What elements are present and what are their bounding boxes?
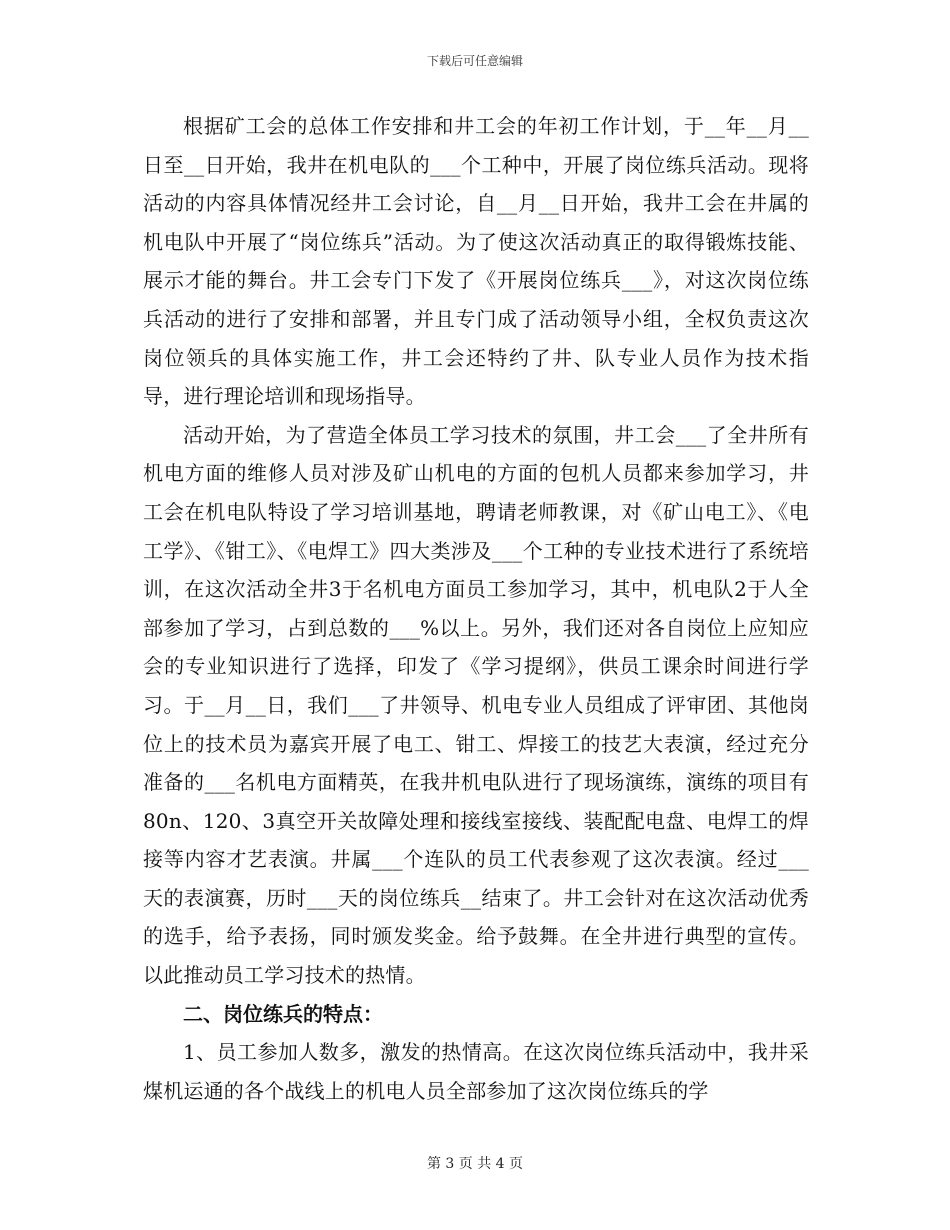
paragraph-section-point-1: 1、员工参加人数多，激发的热情高。在这次岗位练兵活动中，我井采煤机运通的各个战线上的机电人员全部参加了这次岗位练兵的学 (143, 1040, 809, 1103)
paragraph-activity-details: 活动开始，为了营造全体员工学习技术的氛围，井工会___了全井所有机电方面的维修人员对涉及矿山机电的方面的包机人员都来参加学习，井工会在机电队特设了学习培训基地，聘请老师教课，对《矿山电工》、《电工学》、《钳工》、《电焊工》四大类涉及___个工种的专业技术进行了系统培训，在这次活动全井3于名机电方面员工参加学习，其中，机电队2于人全部参加了学习，占到总数的___%以上。另外，我们还对各自岗位上应知应会的专业知识进行了选择，印发了《学习提纲》，供员工课余时间进行学习。于__月__日，我们___了井领导、机电专业人员组成了评审团、其他岗位上的技术员为嘉宾开展了电工、钳工、焊接工的技艺大表演，经过充分准备的___名机电方面精英，在我井机电队进行了现场演练，演练的项目有80n、120、3真空开关故障处理和接线室接线、装配配电盘、电焊工的焊接等内容才艺表演。井属___个连队的员工代表参观了这次表演。经过___天的表演赛，历时___天的岗位练兵__结束了。井工会针对在这次活动优秀的选手，给予表扬，同时颁发奖金。给予鼓舞。在全井进行典型的宣传。以此推动员工学习技术的热情。 (143, 422, 809, 988)
page-footer: 第 3 页 共 4 页 (426, 1156, 524, 1172)
document-body (143, 107, 809, 1110)
page-header: 下载后可任意编辑 (426, 54, 523, 68)
section-heading: 二、岗位练兵的特点： (183, 1001, 383, 1026)
paragraph-activity-overview: 根据矿工会的总体工作安排和井工会的年初工作计划，于__年__月__日至__日开始，我井在机电队的___个工种中，开展了岗位练兵活动。现将活动的内容具体情况经井工会讨论，自__月__日开始，我井工会在井属的机电队中开展了“岗位练兵”活动。为了使这次活动真正的取得锻炼技能、展示才能的舞台。井工会专门下发了《开展岗位练兵___》，对这次岗位练兵活动的进行了安排和部署，并且专门成了活动领导小组，全权负责这次岗位领兵的具体实施工作，井工会还特约了井、队专业人员作为技术指导，进行理论培训和现场指导。 (143, 114, 809, 409)
